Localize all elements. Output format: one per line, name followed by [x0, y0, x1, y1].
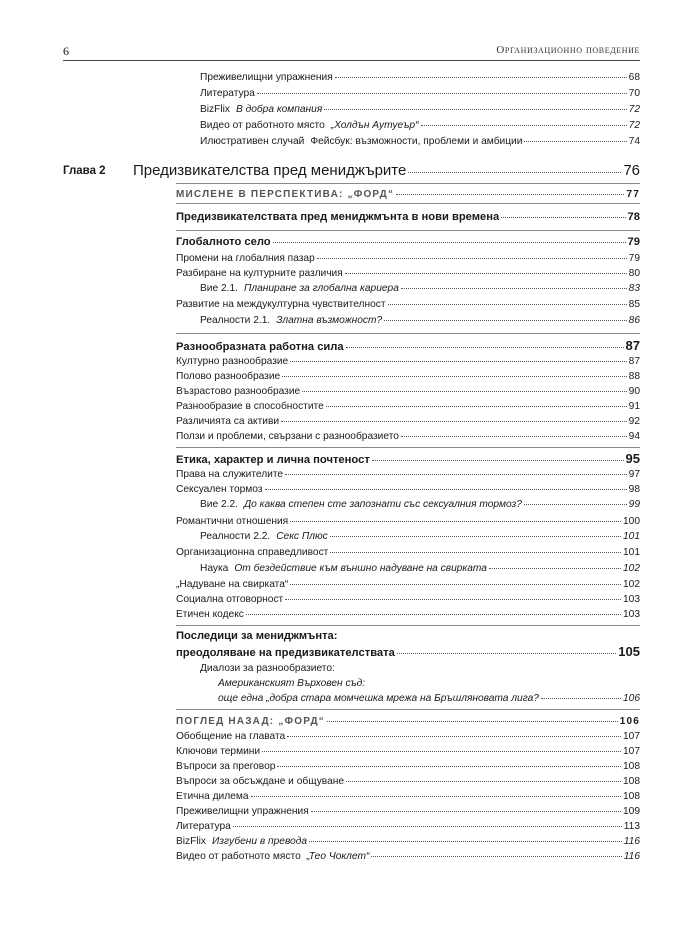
dot-leader: [273, 233, 626, 243]
toc-entry[interactable]: [176, 789, 640, 803]
toc-entry-label: [200, 119, 419, 132]
toc-entry-label: „Надуване на свирката“: [176, 579, 289, 590]
toc-entry[interactable]: [176, 804, 640, 818]
toc-entry-label: [200, 314, 382, 327]
section-title-line1: Последици за мениджмънта:: [176, 630, 338, 642]
entry-title: Изгубени в превода: [212, 836, 308, 847]
dot-leader: [282, 367, 626, 377]
entry-prefix: Вие 2.2.: [200, 499, 238, 510]
toc-entry-page: 116: [623, 836, 640, 847]
dot-leader: [408, 163, 621, 173]
toc-entry-page: 88: [628, 371, 640, 382]
toc-entry-page: 108: [623, 791, 640, 802]
dot-leader: [309, 832, 622, 842]
dot-leader: [388, 295, 627, 305]
toc-entry-page: 100: [623, 516, 640, 527]
toc-entry-page: 72: [628, 104, 640, 115]
toc-entry-label: Разнообразие в способностите: [176, 401, 324, 412]
toc-entry-page: 70: [628, 88, 640, 99]
toc-entry-page: 101: [623, 531, 640, 542]
dot-leader: [541, 689, 621, 699]
entry-title: „Холдън Аутуеър“: [330, 120, 419, 131]
toc-entry[interactable]: [200, 70, 640, 84]
toc-entry-page: 99: [628, 499, 640, 510]
toc-entry-page: 86: [628, 315, 640, 326]
dot-leader: [257, 84, 627, 94]
toc-entry-page: 94: [628, 431, 640, 442]
dot-leader: [290, 352, 626, 362]
entry-title: От бездействие към външно надуване на свирката: [234, 563, 487, 574]
section-title: Етика, характер и лична почтеност: [176, 454, 370, 466]
dot-leader: [327, 712, 618, 722]
dot-leader: [246, 605, 621, 615]
page-header: [63, 42, 640, 61]
dot-leader: [346, 772, 621, 782]
dot-leader: [281, 412, 627, 422]
section-title-line2: преодоляване на предизвикателствата: [176, 647, 395, 659]
toc-entry[interactable]: [176, 297, 640, 311]
dot-leader: [302, 382, 626, 392]
section-title: МИСЛЕНЕ В ПЕРСПЕКТИВА: „ФОРД“: [176, 189, 395, 200]
entry-title: Фейсбук: възможности, проблеми и амбиции: [310, 136, 523, 147]
toc-entry-label: Сексуален тормоз: [176, 484, 263, 495]
dot-leader: [501, 208, 625, 218]
dot-leader: [335, 68, 627, 78]
toc-entry-label: Развитие на междукултурна чувствителност: [176, 299, 386, 310]
section-title: ПОГЛЕД НАЗАД: „ФОРД“: [176, 716, 325, 727]
toc-entry-label: Ползи и проблеми, свързани с разнообразието: [176, 431, 399, 442]
toc-entry-page: 98: [628, 484, 640, 495]
dot-leader: [345, 264, 627, 274]
toc-entry-label: [200, 282, 399, 295]
divider: [176, 333, 640, 334]
toc-entry[interactable]: [176, 729, 640, 743]
toc-entry-page: 68: [628, 72, 640, 83]
toc-entry-page: 79: [628, 253, 640, 264]
section-page: 87: [625, 338, 640, 353]
entry-prefix: BizFlix: [176, 836, 206, 847]
section-perspective[interactable]: [176, 187, 640, 201]
entry-title: В добра компания: [236, 104, 323, 115]
toc-entry-page: 109: [623, 806, 640, 817]
section-look-back[interactable]: [176, 714, 640, 728]
entry-prefix: Наука: [200, 563, 229, 574]
toc-entry-label: Права на служителите: [176, 469, 284, 480]
dot-leader: [277, 757, 621, 767]
dot-leader: [396, 185, 624, 195]
entry-title: Секс Плюс: [276, 531, 328, 542]
toc-entry-page: 108: [623, 776, 640, 787]
section-entry[interactable]: [176, 210, 640, 224]
dot-leader: [346, 338, 624, 348]
toc-entry[interactable]: [176, 429, 640, 443]
toc-entry[interactable]: [176, 384, 640, 398]
toc-entry[interactable]: [176, 266, 640, 280]
toc-entry-page: 106: [623, 693, 640, 704]
toc-entry-page: 107: [623, 746, 640, 757]
divider: [176, 709, 640, 710]
dot-leader: [524, 495, 627, 505]
toc-entry-label: Разбиране на културните различия: [176, 268, 343, 279]
divider: [176, 447, 640, 448]
entry-title: „Тео Чоклет“: [306, 851, 370, 862]
divider: [176, 183, 640, 184]
toc-entry-page: 85: [628, 299, 640, 310]
toc-entry-page: 116: [623, 851, 640, 862]
toc-entry-page: 83: [628, 283, 640, 294]
dot-leader: [384, 311, 627, 321]
dot-leader: [524, 132, 626, 142]
toc-entry[interactable]: [176, 467, 640, 481]
dot-leader: [401, 427, 627, 437]
divider: [176, 203, 640, 204]
dot-leader: [326, 397, 627, 407]
section-page: 95: [625, 451, 640, 466]
toc-entry[interactable]: [176, 819, 640, 833]
toc-entry-label: Полово разнообразие: [176, 371, 281, 382]
dot-leader: [290, 512, 621, 522]
dialog-subtitle: Американският Върховен съд:: [218, 678, 366, 689]
toc-entry-page: 102: [623, 579, 640, 590]
toc-entry[interactable]: [176, 545, 640, 559]
toc-entry-page: 90: [628, 386, 640, 397]
toc-entry[interactable]: [200, 561, 640, 575]
divider: [176, 625, 640, 626]
toc-entry[interactable]: [200, 313, 640, 327]
entry-prefix: Вие 2.1.: [200, 283, 238, 294]
section-entry[interactable]: [176, 645, 640, 660]
toc-entry-page: 107: [623, 731, 640, 742]
chapter-number: Глава 2: [63, 165, 106, 177]
dot-leader: [285, 465, 627, 475]
toc-entry[interactable]: [176, 354, 640, 368]
toc-entry-label: Въпроси за преговор: [176, 761, 276, 772]
toc-entry[interactable]: [218, 691, 640, 705]
toc-entry-label: Етичен кодекс: [176, 609, 244, 620]
toc-entry[interactable]: [176, 607, 640, 621]
toc-entry-label: Въпроси за обсъждане и общуване: [176, 776, 345, 787]
toc-entry-page: 80: [628, 268, 640, 279]
toc-entry[interactable]: [176, 759, 640, 773]
section-page: 79: [627, 236, 640, 248]
toc-entry-label: Различията са активи: [176, 416, 280, 427]
toc-entry-label: [200, 562, 487, 575]
toc-entry-label: Преживелищни упражнения: [176, 806, 309, 817]
entry-title: До каква степен сте запознати със сексуалния тормоз?: [243, 499, 522, 510]
section-title: Глобалното село: [176, 236, 271, 248]
running-title: Организационно поведение: [496, 44, 640, 56]
toc-entry[interactable]: [176, 744, 640, 758]
dot-leader: [401, 279, 627, 289]
dot-leader: [287, 727, 621, 737]
toc-entry[interactable]: [176, 414, 640, 428]
toc-entry[interactable]: [176, 592, 640, 606]
toc-entry-page: 113: [623, 821, 640, 832]
toc-entry[interactable]: [176, 399, 640, 413]
toc-entry-label: [200, 135, 522, 148]
toc-entry-page: 92: [628, 416, 640, 427]
dot-leader: [397, 644, 616, 654]
dot-leader: [317, 249, 627, 259]
dot-leader: [285, 590, 621, 600]
toc-entry-page: 108: [623, 761, 640, 772]
toc-entry-page: 91: [628, 401, 640, 412]
toc-entry-page: 97: [628, 469, 640, 480]
toc-entry-label: [176, 835, 307, 848]
dot-leader: [371, 847, 621, 857]
toc-entry-label: Културно разнообразие: [176, 356, 289, 367]
toc-entry-label: Етична дилема: [176, 791, 249, 802]
toc-entry-label: Организационна справедливост: [176, 547, 329, 558]
toc-entry[interactable]: [176, 482, 640, 496]
toc-entry-page: 103: [623, 594, 640, 605]
section-page: 105: [618, 644, 640, 659]
toc-entry[interactable]: [200, 281, 640, 295]
toc-entry-label: Ключови термини: [176, 746, 261, 757]
toc-entry-page: 101: [623, 547, 640, 558]
toc-entry[interactable]: [200, 497, 640, 511]
toc-entry-label: още една „добра стара момчешка мрежа на Бръшляновата лига?: [218, 693, 539, 704]
toc-entry[interactable]: [200, 529, 640, 543]
chapter-title: Предизвикателства пред мениджърите: [133, 162, 407, 179]
toc-entry-label: Романтични отношения: [176, 516, 289, 527]
toc-entry-label: Промени на глобалния пазар: [176, 253, 315, 264]
toc-entry-label: Обобщение на главата: [176, 731, 286, 742]
toc-entry-page: 72: [628, 120, 640, 131]
toc-entry-label: Възрастово разнообразие: [176, 386, 301, 397]
dot-leader: [262, 742, 621, 752]
toc-entry-label: [200, 103, 322, 116]
dot-leader: [330, 543, 621, 553]
toc-entry[interactable]: [176, 577, 640, 591]
toc-entry[interactable]: [176, 251, 640, 265]
entry-prefix: Видео от работното място: [176, 851, 301, 862]
chapter-page: 76: [623, 162, 640, 179]
toc-entry-label: Литература: [200, 88, 255, 99]
entry-prefix: Реалности 2.1.: [200, 315, 271, 326]
chapter-entry[interactable]: [133, 162, 640, 180]
toc-entry-label: Социална отговорност: [176, 594, 284, 605]
dot-leader: [290, 575, 621, 585]
section-entry[interactable]: [176, 235, 640, 249]
page-number: 6: [63, 44, 69, 58]
dialog-title: Диалози за разнообразието:: [200, 663, 335, 674]
entry-prefix: Видео от работното място: [200, 120, 325, 131]
dot-leader: [421, 116, 627, 126]
toc-entry[interactable]: [200, 102, 640, 116]
dot-leader: [251, 787, 622, 797]
section-page: 106: [619, 716, 640, 727]
dot-leader: [265, 480, 627, 490]
toc-entry[interactable]: [176, 834, 640, 848]
toc-entry[interactable]: [200, 86, 640, 100]
toc-entry[interactable]: [176, 849, 640, 863]
dot-leader: [324, 100, 626, 110]
toc-entry[interactable]: [176, 514, 640, 528]
entry-title: Планиране за глобална кариера: [243, 283, 399, 294]
toc-entry[interactable]: [176, 774, 640, 788]
toc-entry[interactable]: [176, 369, 640, 383]
toc-entry-page: 87: [628, 356, 640, 367]
toc-entry-page: 74: [628, 136, 640, 147]
divider: [176, 230, 640, 231]
entry-title: Златна възможност?: [276, 315, 383, 326]
toc-entry-label: [200, 498, 522, 511]
toc-entry-label: Литература: [176, 821, 231, 832]
dot-leader: [372, 451, 624, 461]
toc-entry-page: 103: [623, 609, 640, 620]
toc-entry-label: [200, 530, 328, 543]
toc-entry-page: 102: [623, 563, 640, 574]
entry-prefix: BizFlix: [200, 104, 230, 115]
section-title: Предизвикателствата пред мениджмънта в нови времена: [176, 211, 500, 223]
toc-entry[interactable]: [200, 134, 640, 148]
toc-entry-label: [176, 850, 369, 863]
toc-entry[interactable]: [200, 118, 640, 132]
entry-prefix: Реалности 2.2.: [200, 531, 271, 542]
entry-prefix: Илюстративен случай: [200, 136, 305, 147]
dot-leader: [311, 802, 621, 812]
section-page: 77: [626, 189, 640, 200]
toc-entry-label: Преживелищни упражнения: [200, 72, 333, 83]
dot-leader: [489, 559, 621, 569]
dot-leader: [233, 817, 622, 827]
section-page: 78: [627, 211, 640, 223]
dot-leader: [330, 527, 621, 537]
section-title: Разнообразната работна сила: [176, 341, 344, 353]
